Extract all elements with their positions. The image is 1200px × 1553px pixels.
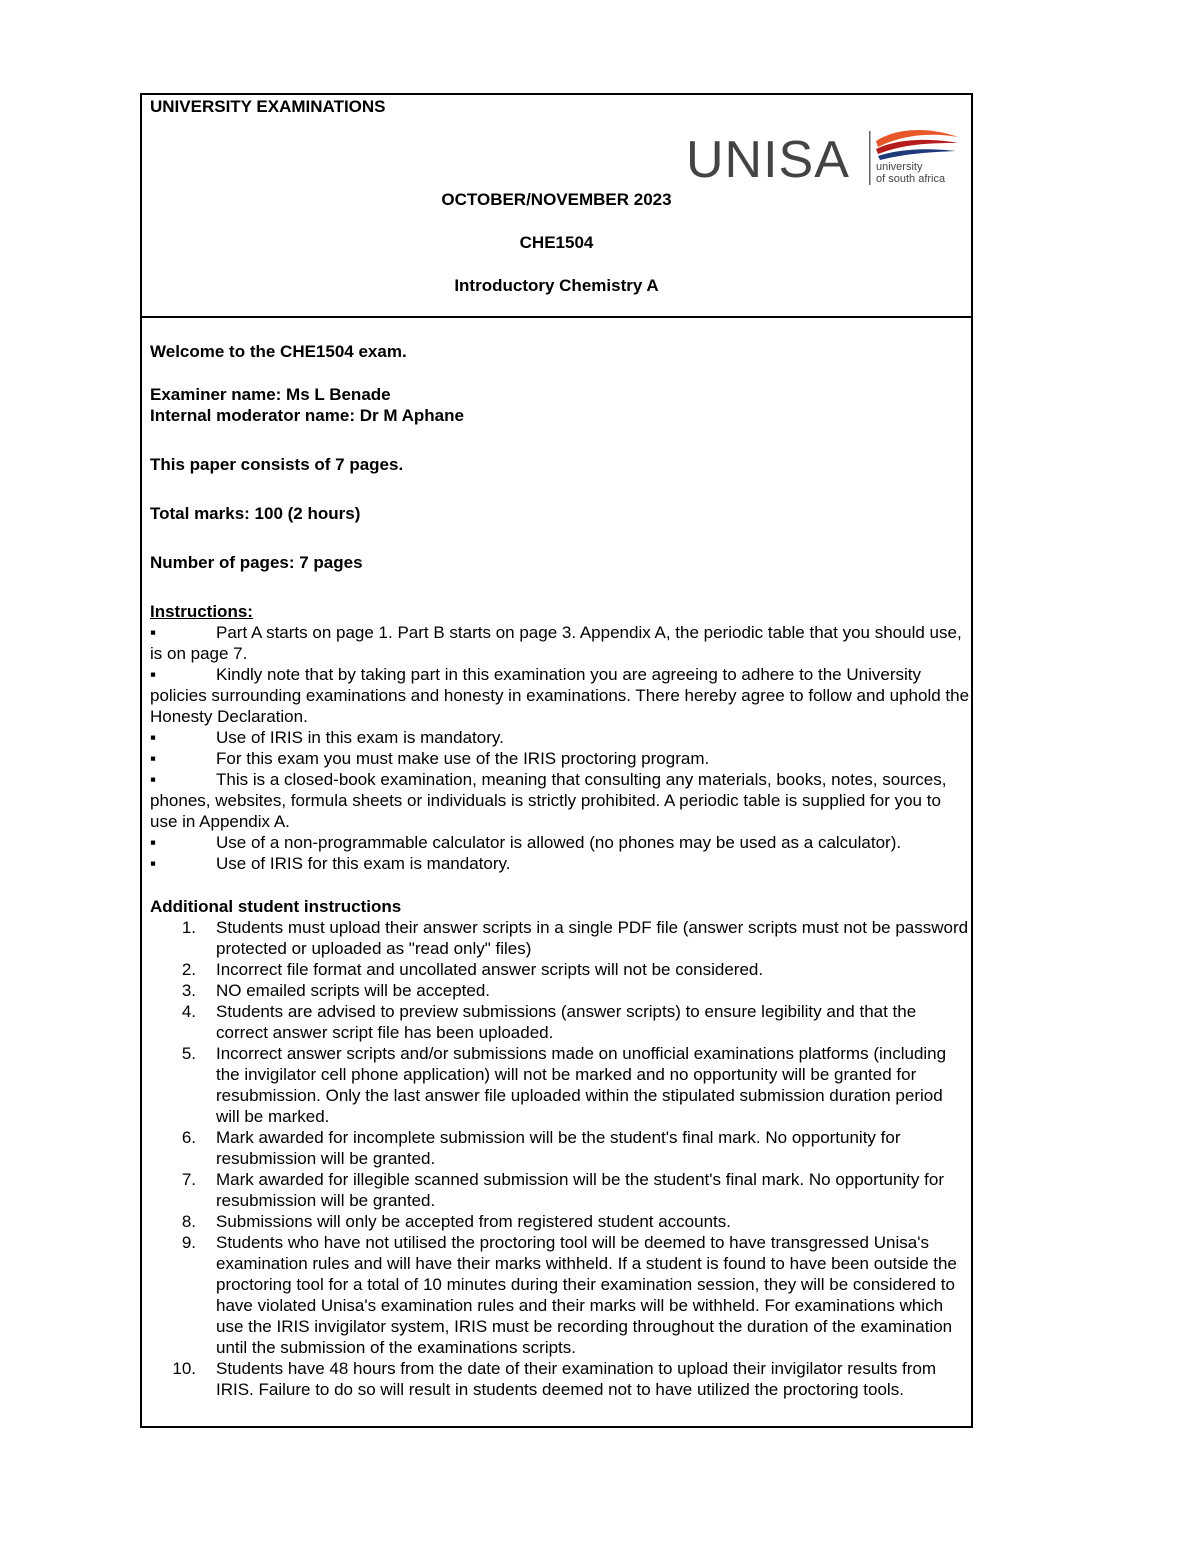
additional-instruction-item: 5. Incorrect answer scripts and/or submissions made on unofficial examinations platforms (including the invigilator cell phone application) will not be marked and no opportunity will be granted for resubmission. Only the last answer file uploaded within the stipulated submission duration period will be marked. <box>181 1044 947 1126</box>
total-marks-text: Total marks: 100 (2 hours) <box>150 504 361 523</box>
exam-session: OCTOBER/NOVEMBER 2023 <box>441 190 672 209</box>
logo-divider <box>869 131 871 185</box>
additional-instruction-item: 2. Incorrect file format and uncollated answer scripts will not be considered. <box>181 960 764 979</box>
additional-instruction-item: 8. Submissions will only be accepted from registered student accounts. <box>181 1212 731 1231</box>
number-of-pages-text: Number of pages: 7 pages <box>150 553 363 572</box>
bullet-icon: ▪ <box>150 749 157 768</box>
additional-instruction-item: 4. Students are advised to preview submissions (answer scripts) to ensure legibility and that the correct answer script file has been uploaded. <box>181 1002 917 1042</box>
additional-instruction-item: 6. Mark awarded for incomplete submission will be the student's final mark. No opportunity for resubmission will be granted. <box>181 1128 901 1168</box>
logo-wordmark: UNISA <box>686 131 850 189</box>
body-section <box>150 341 970 1400</box>
additional-instruction-item: 10. Students have 48 hours from the date of their examination to upload their invigilator results from IRIS. Failure to do so will result in students deemed not to have utilized the proctoring tools. <box>172 1359 937 1399</box>
instruction-item: ▪ For this exam you must make use of the IRIS proctoring program. <box>150 749 710 768</box>
bullet-icon: ▪ <box>150 854 157 873</box>
additional-instruction-item: 3. NO emailed scripts will be accepted. <box>181 981 491 1000</box>
logo-stripe-blue <box>878 149 956 160</box>
bullet-icon: ▪ <box>150 728 157 747</box>
university-examinations-label: UNIVERSITY EXAMINATIONS <box>150 97 386 116</box>
additional-instructions-list <box>150 917 970 1400</box>
welcome-text: Welcome to the CHE1504 exam. <box>150 342 407 361</box>
bullet-icon: ▪ <box>150 833 157 852</box>
unisa-logo <box>686 127 962 189</box>
instruction-item: ▪ Use of IRIS in this exam is mandatory. <box>150 728 504 747</box>
header-section <box>142 95 971 318</box>
instructions-heading: Instructions: <box>150 602 253 621</box>
instruction-item: ▪ Kindly note that by taking part in this examination you are agreeing to adhere to the University policies surrounding examinations and honesty in examinations. There hereby agree to follow and uphold the Honesty Declaration. <box>150 665 970 726</box>
additional-instruction-item: 1. Students must upload their answer scripts in a single PDF file (answer scripts must not be password protected or uploaded as "read only" files) <box>181 918 969 958</box>
bullet-icon: ▪ <box>150 623 157 642</box>
module-code: CHE1504 <box>519 233 594 252</box>
examiner-name: Examiner name: Ms L Benade <box>150 385 391 404</box>
instruction-item: ▪ This is a closed-book examination, meaning that consulting any materials, books, notes, sources, phones, websites, formula sheets or individuals is strictly prohibited. A periodic table is supplied for you to use in Appendix A. <box>150 770 947 831</box>
instruction-item: ▪ Use of IRIS for this exam is mandatory. <box>150 854 511 873</box>
additional-instructions-heading: Additional student instructions <box>150 897 402 916</box>
moderator-name: Internal moderator name: Dr M Aphane <box>150 406 464 425</box>
instruction-item: ▪ Use of a non-programmable calculator is allowed (no phones may be used as a calculator). <box>150 833 902 852</box>
pages-consist-text: This paper consists of 7 pages. <box>150 455 404 474</box>
exam-cover-page <box>140 93 973 1428</box>
instructions-list <box>150 622 970 874</box>
bullet-icon: ▪ <box>150 665 157 684</box>
instruction-item: ▪ Part A starts on page 1. Part B starts on page 3. Appendix A, the periodic table that you should use, is on page 7. <box>150 623 962 663</box>
logo-line2: of south africa <box>876 173 946 185</box>
bullet-icon: ▪ <box>150 770 157 789</box>
additional-instruction-item: 7. Mark awarded for illegible scanned submission will be the student's final mark. No opportunity for resubmission will be granted. <box>181 1170 944 1210</box>
logo-line1: university <box>876 161 923 173</box>
additional-instruction-item: 9. Students who have not utilised the proctoring tool will be deemed to have transgressed Unisa's examination rules and will have their marks withheld. If a student is found to have been outside the proctoring tool for a total of 10 minutes during their examination session, they will be considered to have violated Unisa's examination rules and their marks will be withheld. For examinations which use the IRIS invigilator system, IRIS must be recording throughout the duration of the examination until the submission of the examinations scripts. <box>181 1233 957 1357</box>
module-name: Introductory Chemistry A <box>454 276 659 295</box>
